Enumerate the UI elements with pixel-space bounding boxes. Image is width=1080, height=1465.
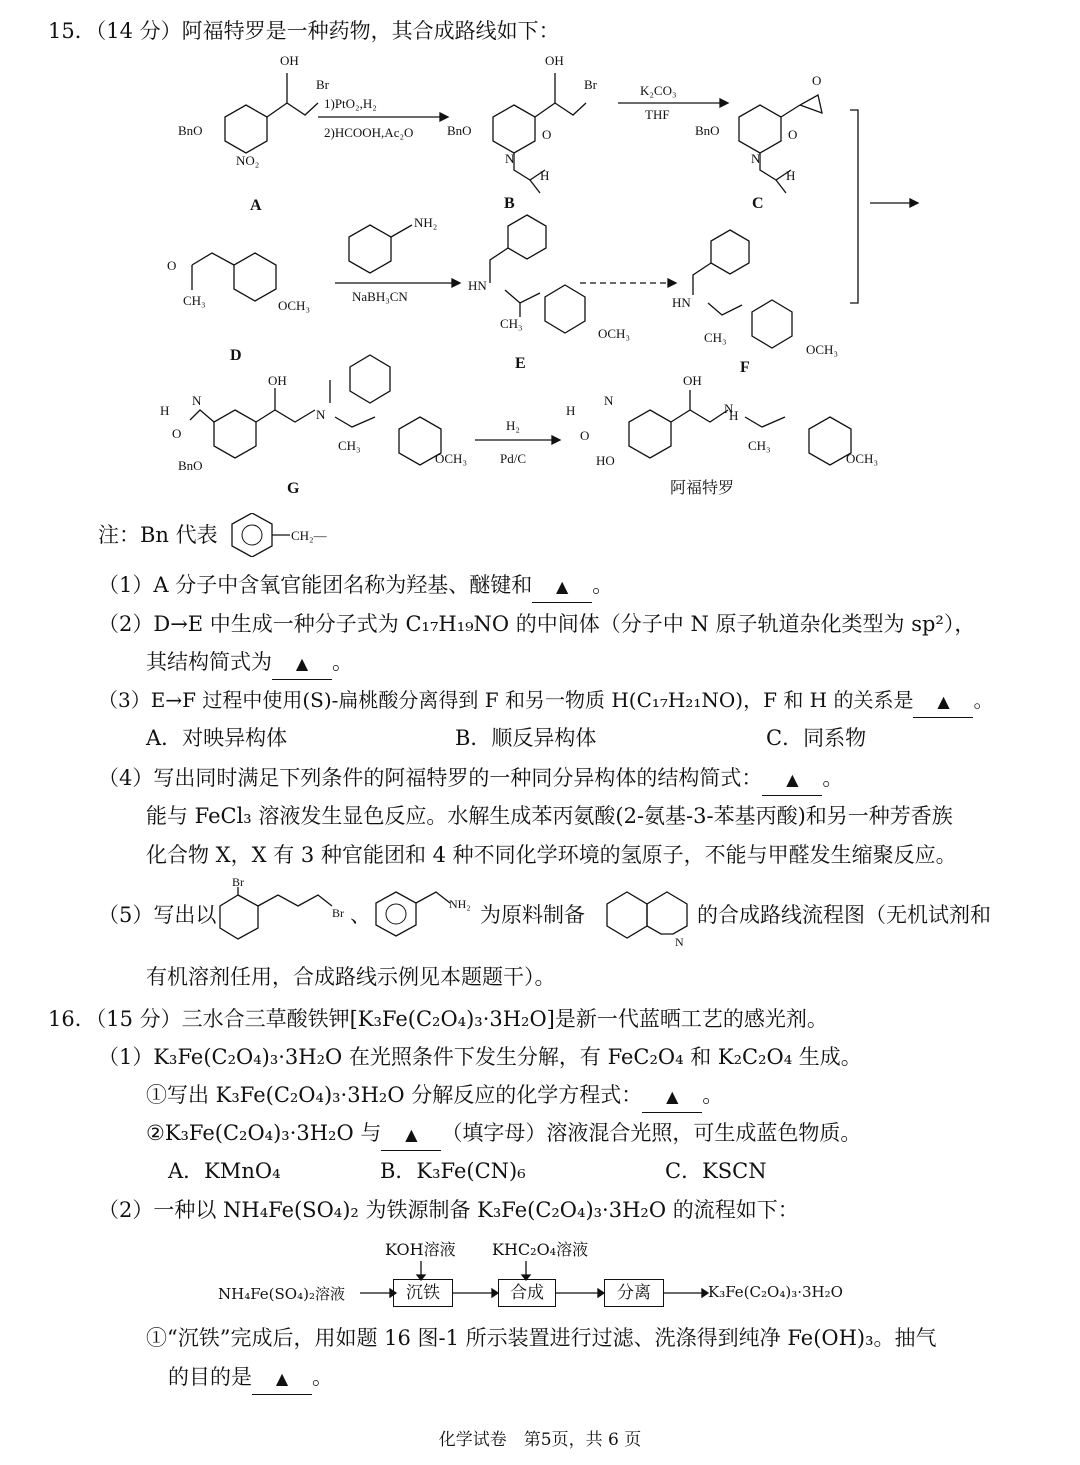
flow-arrows (360, 1255, 720, 1305)
q15-3-text: （3）E→F 过程中使用(S)-扁桃酸分离得到 F 和另一物质 H(C₁₇H₂₁NO)，F 和 H 的关系是 (98, 688, 914, 712)
b-bno: BnO (447, 123, 472, 138)
e-och3: OCH₃ (598, 326, 630, 341)
label-g: G (287, 480, 300, 497)
decahydroquinoline-structure (603, 880, 695, 950)
punct: 。 (312, 1365, 333, 1389)
a-bno: BnO (178, 123, 203, 138)
q16-1: （1）K₃Fe(C₂O₄)₃·3H₂O 在光照条件下发生分解，有 FeC₂O₄ 和 K₂C₂O₄ 生成。 (98, 1045, 862, 1069)
q15-5-c: 为原料制备 (480, 903, 585, 927)
punct: 。 (702, 1083, 724, 1107)
flow-step-fenli: 分离 (604, 1279, 664, 1307)
p-n2: N (724, 401, 734, 416)
bn-note (98, 520, 218, 550)
f-och3: OCH₃ (806, 342, 838, 357)
label-c: C (752, 195, 764, 212)
q15-4 (98, 763, 843, 796)
a-br: Br (316, 77, 329, 92)
c-o: O (812, 73, 822, 88)
reagent-g-top: H₂ (506, 418, 520, 433)
q15-4-line1: 能与 FeCl₃ 溶液发生显色反应。水解生成苯丙氨酸(2-氨基-3-苯基丙酸)和另一种芳香族 (146, 804, 953, 828)
g-o: O (172, 426, 182, 441)
g-n2: N (316, 407, 326, 422)
e-hn: HN (468, 278, 487, 293)
q16-2: （2）一种以 NH₄Fe(SO₄)₂ 为铁源制备 K₃Fe(C₂O₄)₃·3H₂O 的流程如下： (98, 1198, 799, 1222)
q16-1-2a: ②K₃Fe(C₂O₄)₃·3H₂O 与 (146, 1121, 382, 1145)
d-och3: OCH₃ (278, 298, 310, 313)
reagent-de-bottom: NaBH₃CN (352, 289, 408, 304)
q15-2b-text: 其结构简式为 (146, 650, 272, 674)
q16-1-1-text: ①写出 K₃Fe(C₂O₄)₃·3H₂O 分解反应的化学方程式： (146, 1083, 643, 1107)
punct: 。 (822, 766, 844, 790)
q15-3-opt-b: B．顺反异构体 (455, 726, 597, 750)
p-h: H (566, 403, 576, 418)
q15-5-d: 的合成路线流程图（无机试剂和 (697, 903, 991, 927)
bn-structure (228, 513, 348, 557)
q16-opt-c: C．KSCN (665, 1159, 767, 1183)
d-o: O (167, 258, 177, 273)
reagent-bc-bottom: THF (645, 107, 670, 122)
label-f: F (740, 359, 750, 376)
p-och3: OCH₃ (846, 451, 878, 466)
flow-khc: KHC₂O₄溶液 (492, 1240, 589, 1259)
label-e: E (515, 355, 526, 372)
a-no2: NO₂ (236, 153, 260, 168)
q16-1-2 (146, 1118, 861, 1151)
d-ch3: CH₃ (183, 293, 206, 308)
flow-koh: KOH溶液 (385, 1240, 456, 1259)
q15-4-line2: 化合物 X，X 有 3 种官能团和 4 种不同化学环境的氢原子，不能与甲醛发生缩聚反应。 (146, 843, 957, 867)
p-ho: HO (596, 453, 615, 468)
q15-3-opt-c: C．同系物 (766, 726, 867, 750)
p-ch3: CH₃ (748, 438, 771, 453)
p-n: N (604, 393, 614, 408)
reagent-ab-bottom: 2)HCOOH,Ac₂O (324, 125, 414, 140)
q15-2b (146, 647, 353, 680)
b-o: O (542, 127, 552, 142)
c-n: N (751, 151, 761, 166)
bromide-structure (216, 875, 356, 945)
answer-blank[interactable]: ▲ (642, 1082, 702, 1113)
q15-3 (98, 685, 993, 718)
benzylamine-structure (372, 888, 482, 940)
q16-2-1b (168, 1362, 333, 1395)
g-och3: OCH₃ (435, 451, 467, 466)
q15-3-opt-a: A．对映异构体 (146, 726, 288, 750)
flow-end: K₃Fe(C₂O₄)₃·3H₂O (708, 1283, 843, 1301)
reagent-nh2: NH₂ (414, 215, 438, 230)
label-a: A (250, 197, 262, 214)
q16-1-2b: （填字母）溶液混合光照，可生成蓝色物质。 (441, 1121, 862, 1145)
c-h: H (786, 168, 796, 183)
reagent-ab-top: 1)PtO₂,H₂ (324, 96, 377, 111)
synthesis-scheme (0, 45, 1080, 505)
bn-note-text: 注：Bn 代表 (98, 523, 218, 547)
benzylamine-nh2: NH₂ (449, 897, 471, 911)
answer-blank[interactable]: ▲ (381, 1120, 441, 1151)
label-product: 阿福特罗 (670, 480, 735, 497)
p-h2: H (729, 408, 739, 423)
page-footer: 化学试卷 第5页，共 6 页 (438, 1430, 642, 1450)
label-d: D (230, 347, 242, 364)
a-oh: OH (280, 53, 299, 68)
e-ch3: CH₃ (500, 316, 523, 331)
g-n: N (192, 393, 202, 408)
answer-blank[interactable]: ▲ (532, 572, 592, 603)
reagent-bc-top: K₂CO₃ (640, 83, 677, 98)
q15-5-a: （5）写出以 (98, 903, 217, 927)
p-oh: OH (683, 373, 702, 388)
q16-opt-a: A．KMnO₄ (168, 1159, 281, 1183)
b-n: N (505, 151, 515, 166)
answer-blank[interactable]: ▲ (762, 765, 822, 796)
bromide-br2: Br (332, 906, 344, 920)
f-ch3: CH₃ (704, 330, 727, 345)
flow-step-hecheng: 合成 (498, 1279, 556, 1307)
g-oh: OH (268, 373, 287, 388)
c-bno: BnO (695, 123, 720, 138)
punct: 。 (332, 650, 353, 674)
b-br: Br (584, 77, 597, 92)
reagent-g-bottom: Pd/C (500, 451, 527, 466)
punct: 。 (592, 573, 614, 597)
q15-4-text: （4）写出同时满足下列条件的阿福特罗的一种同分异构体的结构简式： (98, 766, 763, 790)
q16-header: 16．（15 分）三水合三草酸铁钾[K₃Fe(C₂O₄)₃·3H₂O]是新一代蓝晒工艺的感光剂。 (48, 1007, 828, 1031)
g-bno: BnO (178, 458, 203, 473)
label-b: B (504, 195, 515, 212)
q15-5-e: 有机溶剂任用，合成路线示例见本题题干）。 (146, 965, 556, 989)
b-h: H (540, 168, 550, 183)
g-ch3: CH₃ (338, 438, 361, 453)
q15-2a: （2）D→E 中生成一种分子式为 C₁₇H₁₉NO 的中间体（分子中 N 原子轨道杂化类型为 sp²）， (98, 612, 976, 636)
q16-1-1 (146, 1080, 723, 1113)
answer-blank[interactable]: ▲ (272, 649, 332, 680)
b-oh: OH (545, 53, 564, 68)
flow-step-chentie: 沉铁 (393, 1279, 453, 1307)
answer-blank[interactable]: ▲ (252, 1364, 312, 1395)
flow-start: NH₄Fe(SO₄)₂溶液 (218, 1285, 345, 1303)
f-hn: HN (672, 295, 691, 310)
answer-blank[interactable]: ▲ (913, 687, 973, 718)
p-o: O (580, 428, 590, 443)
c-o2: O (788, 127, 798, 142)
q16-2-1b-text: 的目的是 (168, 1365, 252, 1389)
g-h: H (160, 403, 170, 418)
punct: 。 (973, 688, 994, 712)
dhq-n: N (675, 935, 684, 949)
q15-1-text: （1）A 分子中含氧官能团名称为羟基、醚键和 (98, 573, 533, 597)
q15-header: 15．（14 分）阿福特罗是一种药物，其合成路线如下： (48, 19, 560, 43)
q16-2-1a: ①“沉铁”完成后，用如题 16 图-1 所示装置进行过滤、洗涤得到纯净 Fe(OH)₃。抽气 (146, 1326, 937, 1350)
bromide-br1: Br (232, 875, 244, 889)
q16-opt-b: B．K₃Fe(CN)₆ (380, 1159, 526, 1183)
bn-group: CH₂— (291, 528, 327, 543)
q15-1 (98, 570, 613, 603)
q15-5-b: 、 (350, 903, 371, 927)
